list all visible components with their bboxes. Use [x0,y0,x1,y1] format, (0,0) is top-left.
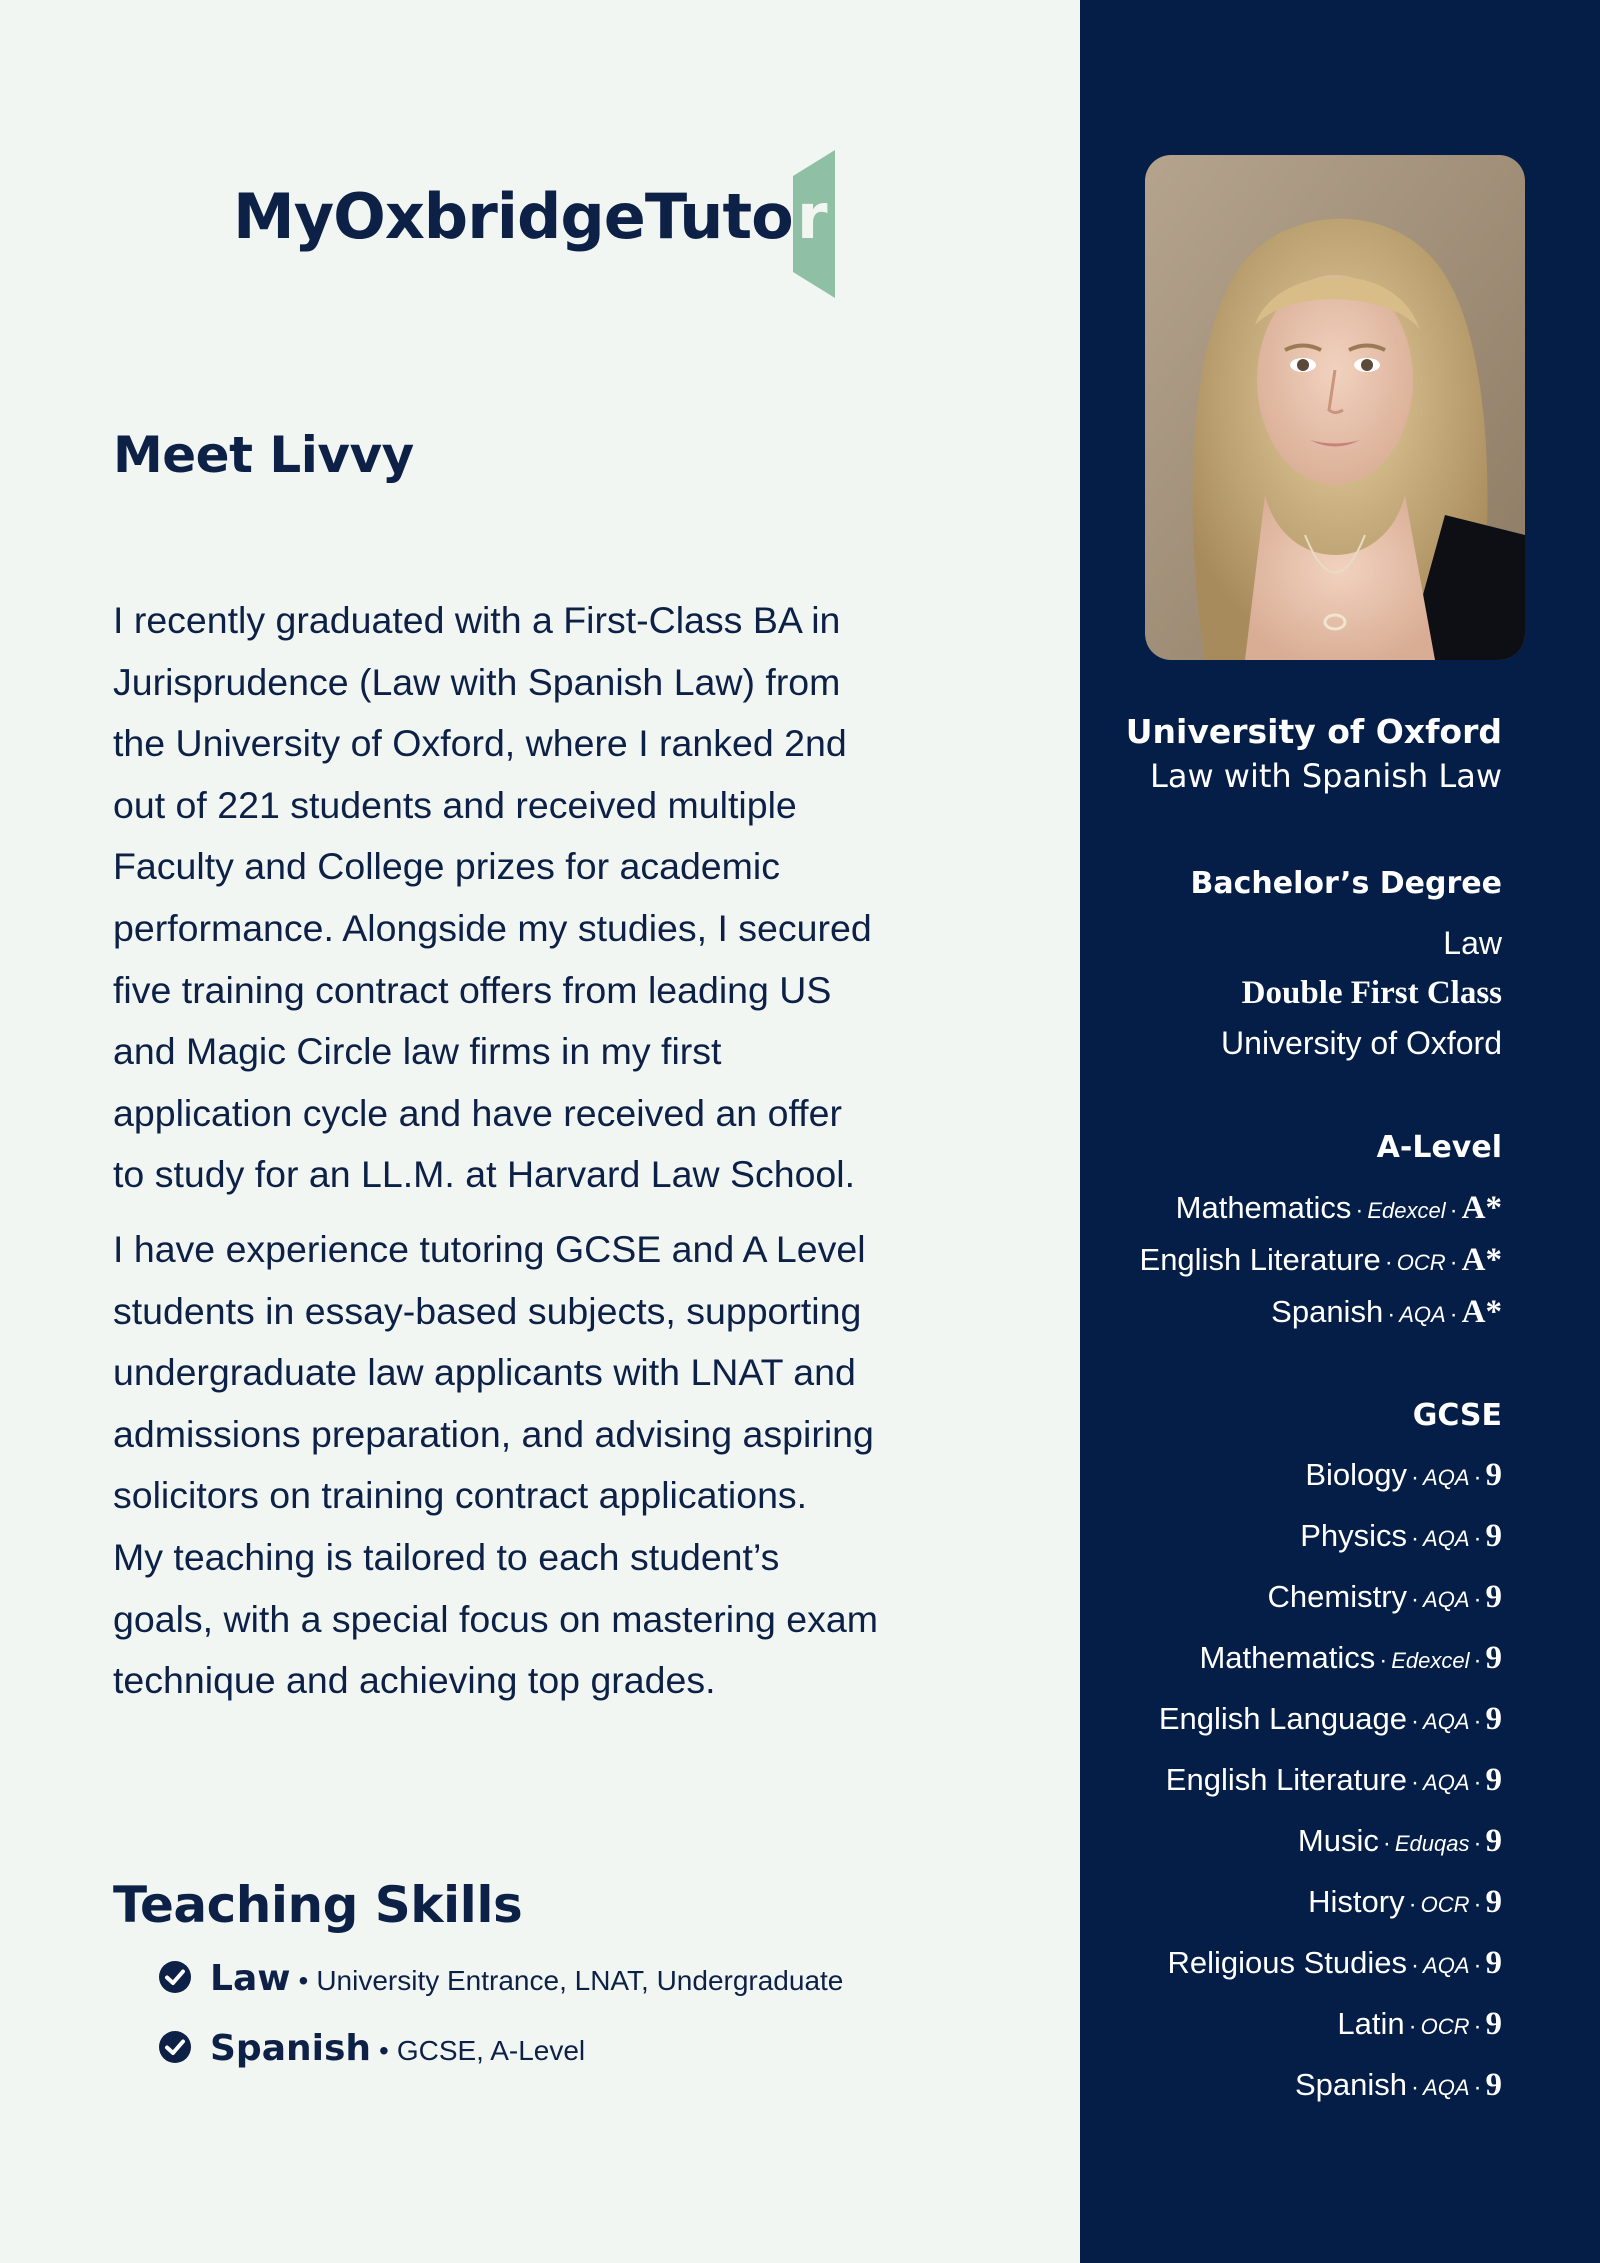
bio-line: and Magic Circle law firms in my first [113,1030,722,1073]
grade-subject: Mathematics [1199,1640,1376,1675]
grade-value: 9 [1485,1945,1502,1981]
degree-subject: Law [1443,925,1502,961]
teaching-skills-heading: Teaching Skills [113,1876,523,1934]
grade-separator: · [1411,2074,1420,2101]
grade-separator: · [1449,1249,1458,1276]
skill-item [158,2026,843,2096]
grade-separator: · [1355,1197,1364,1224]
grade-subject: Religious Studies [1167,1945,1408,1980]
grade-separator: · [1382,1830,1391,1857]
grade-row [1159,1444,1502,1505]
bio-line: admissions preparation, and advising aspiring [113,1412,874,1455]
exam-board: AQA [1423,1526,1470,1551]
exam-board: AQA [1423,2075,1470,2100]
bio-line: I have experience tutoring GCSE and A Level [113,1228,866,1270]
skill-levels: GCSE, A-Level [396,2035,586,2066]
degree-title: Bachelor’s Degree [1190,866,1502,901]
bio-line: goals, with a special focus on mastering exam [113,1597,878,1640]
grade-separator: · [1387,1301,1396,1328]
grade-value: 9 [1485,1579,1502,1615]
portrait-image [1145,155,1525,660]
exam-board: AQA [1399,1302,1446,1327]
grade-row [1159,1932,1502,1993]
check-circle-icon [158,2030,192,2064]
page-title: Meet Livvy [113,426,414,484]
grade-separator: · [1411,1952,1420,1979]
exam-board: AQA [1423,1953,1470,1978]
grade-separator: · [1411,1525,1420,1552]
skill-separator: • [298,1965,309,1996]
grade-value: A* [1461,1190,1502,1226]
grade-separator: · [1411,1586,1420,1613]
grade-separator: · [1411,1708,1420,1735]
grade-row [1159,1688,1502,1749]
grade-separator: · [1473,1464,1482,1491]
bio-line: Faculty and College prizes for academic [113,845,780,888]
grade-separator: · [1473,1891,1482,1918]
university-name: University of Oxford [1125,712,1502,751]
grade-separator: · [1473,1952,1482,1979]
skill-item [158,1956,843,2026]
bio-line: to study for an LL.M. at Harvard Law School. [113,1153,856,1196]
grade-row [1159,1505,1502,1566]
bio-line: five training contract offers from leading US [113,968,832,1011]
bio-line: technique and achieving top grades. [113,1659,716,1702]
grade-separator: · [1408,1891,1417,1918]
exam-board: Eduqas [1394,1831,1470,1856]
grade-row [1159,1627,1502,1688]
grade-value: A* [1461,1242,1502,1278]
brand-logo [233,150,853,300]
grade-separator: · [1379,1647,1388,1674]
bio-line: solicitors on training contract applications. [113,1474,808,1517]
grade-separator: · [1411,1464,1420,1491]
grade-subject: Spanish [1271,1294,1384,1329]
grade-subject: English Literature [1139,1242,1381,1277]
grade-separator: · [1473,1769,1482,1796]
grade-subject: Latin [1337,2006,1405,2041]
grade-separator: · [1473,2074,1482,2101]
grade-value: A* [1461,1294,1502,1330]
grade-separator: · [1473,1830,1482,1857]
grade-value: 9 [1485,2067,1502,2103]
grade-row [1159,1871,1502,1932]
grade-subject: English Language [1158,1701,1408,1736]
grade-subject: Chemistry [1267,1579,1408,1614]
grade-separator: · [1473,1525,1482,1552]
grade-subject: Biology [1305,1457,1408,1492]
exam-board: OCR [1396,1250,1446,1275]
grade-separator: · [1449,1301,1458,1328]
bio-line: I recently graduated with a First-Class BA in [113,599,841,641]
grade-row [1159,1749,1502,1810]
check-circle-icon [158,1960,192,1994]
grade-subject: History [1308,1884,1405,1919]
exam-board: Edexcel [1391,1648,1470,1673]
gcse-results [1159,1444,1502,2115]
grade-value: 9 [1485,1457,1502,1493]
grade-row [1159,1993,1502,2054]
exam-board: AQA [1423,1770,1470,1795]
bio-line: the University of Oxford, where I ranked 2nd [113,722,847,765]
grade-separator: · [1411,1769,1420,1796]
grade-separator: · [1473,2013,1482,2040]
exam-board: OCR [1420,1892,1470,1917]
exam-board: AQA [1423,1465,1470,1490]
grade-subject: Physics [1300,1518,1408,1553]
skill-separator: • [379,2035,389,2066]
a-level-title: A-Level [1376,1130,1502,1165]
bio-line: performance. Alongside my studies, I secured [113,906,872,949]
grade-value: 9 [1485,1518,1502,1554]
skill-subject: Spanish [210,2028,372,2069]
exam-board: Edexcel [1367,1198,1446,1223]
grade-row [1159,1810,1502,1871]
grade-separator: · [1449,1197,1458,1224]
grade-subject: Spanish [1295,2067,1408,2102]
gcse-title: GCSE [1412,1398,1502,1433]
grade-subject: Music [1297,1823,1379,1858]
exam-board: AQA [1423,1709,1470,1734]
grade-subject: English Literature [1165,1762,1408,1797]
bio-line: My teaching is tailored to each student’s [113,1535,780,1578]
grade-separator: · [1473,1647,1482,1674]
logo-wordmark-tab-letter: r [797,180,828,253]
grade-value: 9 [1485,2006,1502,2042]
profile-sidebar [1080,0,1600,2263]
grade-row [1159,2054,1502,2115]
skill-levels: University Entrance, LNAT, Undergraduate [316,1965,844,1996]
skill-subject: Law [210,1958,291,1999]
grade-value: 9 [1485,1640,1502,1676]
a-level-results [1140,1182,1502,1338]
tutor-photo [1145,155,1525,660]
grade-row [1140,1182,1502,1234]
bio-line: students in essay-based subjects, supporting [113,1289,862,1332]
bio-paragraph-2 [113,1219,933,1712]
grade-value: 9 [1485,1701,1502,1737]
bio-line: out of 221 students and received multiple [113,783,797,826]
grade-value: 9 [1485,1762,1502,1798]
grade-separator: · [1384,1249,1393,1276]
exam-board: AQA [1423,1587,1470,1612]
degree-classification: Double First Class [1241,975,1502,1011]
grade-row [1140,1286,1502,1338]
teaching-skills-list [158,1956,843,2096]
grade-value: 9 [1485,1823,1502,1859]
bio-line: application cycle and have received an offer [113,1091,842,1134]
grade-subject: Mathematics [1175,1190,1352,1225]
grade-row [1159,1566,1502,1627]
bio-paragraph-1 [113,590,933,1206]
grade-separator: · [1473,1708,1482,1735]
bio-line: Jurisprudence (Law with Spanish Law) from [113,660,841,703]
course-name: Law with Spanish Law [1150,757,1502,795]
logo-wordmark: MyOxbridgeTuto [233,180,793,253]
exam-board: OCR [1420,2014,1470,2039]
bio-line: undergraduate law applicants with LNAT and [113,1351,856,1394]
degree-institution: University of Oxford [1221,1025,1502,1061]
grade-separator: · [1473,1586,1482,1613]
grade-separator: · [1408,2013,1417,2040]
grade-value: 9 [1485,1884,1502,1920]
grade-row [1140,1234,1502,1286]
